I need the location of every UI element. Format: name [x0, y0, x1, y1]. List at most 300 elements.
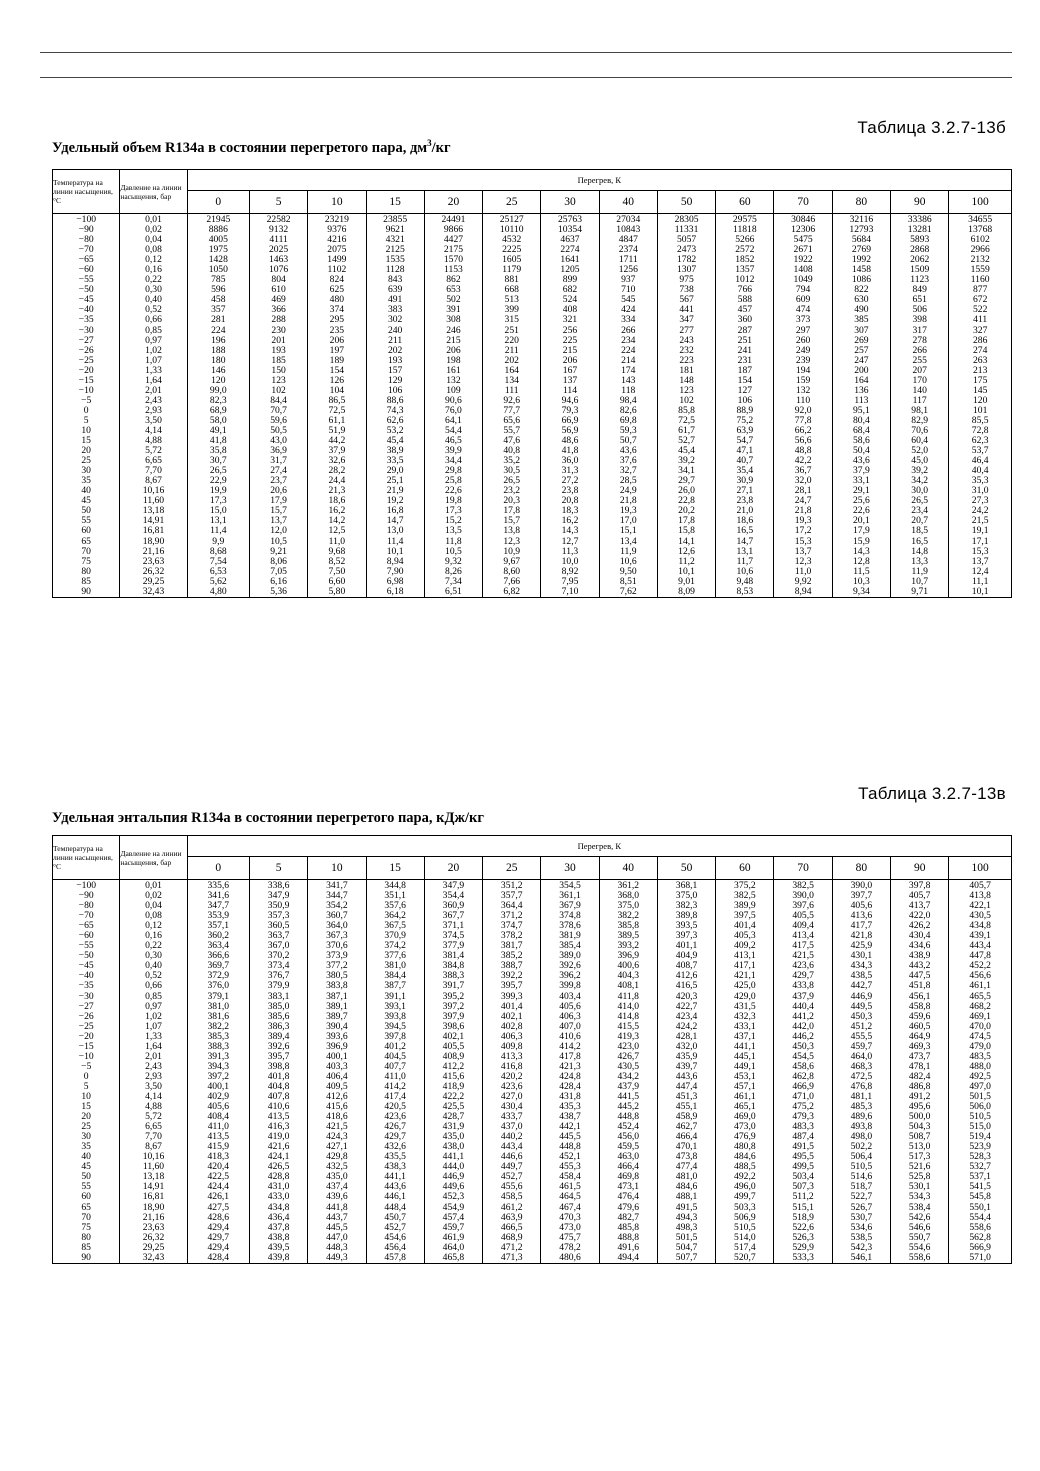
value-cell: 364,4 — [483, 901, 541, 911]
value-cell: 62,6 — [366, 416, 424, 426]
value-cell: 46,4 — [949, 456, 1012, 466]
saturation-temperature-cell: 20 — [53, 446, 120, 456]
value-cell: 1086 — [832, 275, 890, 285]
value-cell: 473,7 — [891, 1052, 949, 1062]
value-cell: 11,9 — [599, 547, 657, 557]
value-cell: 402,8 — [483, 1022, 541, 1032]
value-cell: 28,2 — [308, 466, 366, 476]
value-cell: 441,1 — [366, 1172, 424, 1182]
value-cell: 444,0 — [424, 1162, 482, 1172]
value-cell: 420,2 — [483, 1072, 541, 1082]
value-cell: 231 — [716, 356, 774, 366]
value-cell: 413,5 — [249, 1112, 307, 1122]
value-cell: 567 — [657, 295, 715, 305]
value-cell: 53,2 — [366, 426, 424, 436]
value-cell: 29,1 — [832, 486, 890, 496]
value-cell: 68,4 — [832, 426, 890, 436]
saturation-temperature-cell: 10 — [53, 1092, 120, 1102]
value-cell: 457,8 — [366, 1253, 424, 1264]
saturation-pressure-cell: 21,16 — [120, 547, 187, 557]
value-cell: 480 — [308, 295, 366, 305]
saturation-temperature-cell: −50 — [53, 285, 120, 295]
value-cell: 449,5 — [832, 1002, 890, 1012]
value-cell: 367,3 — [308, 931, 366, 941]
saturation-pressure-cell: 26,32 — [120, 567, 187, 577]
saturation-pressure-cell: 2,43 — [120, 396, 187, 406]
value-cell: 520,7 — [716, 1253, 774, 1264]
value-cell: 517,3 — [891, 1152, 949, 1162]
value-cell: 466,9 — [774, 1082, 832, 1092]
value-cell: 393,6 — [308, 1032, 366, 1042]
value-cell: 397,8 — [891, 880, 949, 892]
value-cell: 12793 — [832, 225, 890, 235]
value-cell: 12,3 — [483, 537, 541, 547]
value-cell: 11818 — [716, 225, 774, 235]
superheat-value-header: 90 — [891, 191, 949, 214]
value-cell: 466,4 — [599, 1162, 657, 1172]
saturation-temperature-cell: 40 — [53, 1152, 120, 1162]
value-cell: 30,9 — [716, 476, 774, 486]
value-cell: 7,62 — [599, 587, 657, 598]
value-cell: 127 — [716, 386, 774, 396]
value-cell: 398 — [891, 315, 949, 325]
value-cell: 106 — [716, 396, 774, 406]
value-cell: 534,6 — [832, 1223, 890, 1233]
value-cell: 395,7 — [249, 1052, 307, 1062]
value-cell: 43,6 — [599, 446, 657, 456]
value-cell: 609 — [774, 295, 832, 305]
value-cell: 374,8 — [541, 911, 599, 921]
saturation-temperature-cell: 15 — [53, 436, 120, 446]
value-cell: 1463 — [249, 255, 307, 265]
value-cell: 406,4 — [308, 1072, 366, 1082]
value-cell: 418,3 — [187, 1152, 249, 1162]
value-cell: 862 — [424, 275, 482, 285]
superheat-value-header: 40 — [599, 857, 657, 880]
value-cell: 443,4 — [949, 941, 1012, 951]
saturation-pressure-cell: 2,43 — [120, 1062, 187, 1072]
saturation-pressure-cell: 0,97 — [120, 1002, 187, 1012]
table-title-text: Удельный объем R134a в состоянии перегретого пара, дм — [52, 139, 428, 156]
value-cell: 364,2 — [366, 911, 424, 921]
value-cell: 28305 — [657, 214, 715, 226]
saturation-temperature-cell: −25 — [53, 1022, 120, 1032]
value-cell: 8,68 — [187, 547, 249, 557]
value-cell: 66,9 — [541, 416, 599, 426]
value-cell: 414,2 — [366, 1082, 424, 1092]
value-cell: 117 — [891, 396, 949, 406]
value-cell: 17,2 — [774, 526, 832, 536]
value-cell: 465,5 — [949, 992, 1012, 1002]
value-cell: 519,4 — [949, 1132, 1012, 1142]
superheat-value-header: 25 — [483, 857, 541, 880]
value-cell: 485,3 — [832, 1102, 890, 1112]
value-cell: 25,8 — [424, 476, 482, 486]
value-cell: 194 — [774, 366, 832, 376]
value-cell: 5684 — [832, 235, 890, 245]
value-cell: 350,9 — [249, 901, 307, 911]
value-cell: 77,8 — [774, 416, 832, 426]
value-cell: 288 — [249, 315, 307, 325]
value-cell: 11,2 — [657, 557, 715, 567]
value-cell: 1160 — [949, 275, 1012, 285]
value-cell: 27,3 — [949, 496, 1012, 506]
saturation-temperature-cell: −70 — [53, 911, 120, 921]
saturation-pressure-cell: 0,66 — [120, 981, 187, 991]
value-cell: 58,6 — [832, 436, 890, 446]
value-cell: 17,3 — [424, 506, 482, 516]
superheat-value-header: 20 — [424, 857, 482, 880]
value-cell: 7,05 — [249, 567, 307, 577]
value-cell: 21,0 — [716, 506, 774, 516]
value-cell: 23,4 — [891, 506, 949, 516]
value-cell: 493,8 — [832, 1122, 890, 1132]
value-cell: 11,0 — [774, 567, 832, 577]
value-cell: 20,1 — [832, 516, 890, 526]
value-cell: 443,6 — [366, 1182, 424, 1192]
saturation-pressure-cell: 4,14 — [120, 426, 187, 436]
value-cell: 1570 — [424, 255, 482, 265]
value-cell: 123 — [657, 386, 715, 396]
saturation-pressure-cell: 0,97 — [120, 336, 187, 346]
value-cell: 402,1 — [483, 1012, 541, 1022]
value-cell: 42,2 — [774, 456, 832, 466]
table-number: Таблица 3.2.7-13б — [857, 118, 1006, 137]
saturation-pressure-cell: 14,91 — [120, 516, 187, 526]
value-cell: 415,9 — [187, 1142, 249, 1152]
value-cell: 25,1 — [366, 476, 424, 486]
saturation-temperature-cell: 65 — [53, 537, 120, 547]
value-cell: 377,6 — [366, 951, 424, 961]
value-cell: 17,9 — [249, 496, 307, 506]
value-cell: 459,6 — [891, 1012, 949, 1022]
value-cell: 503,3 — [716, 1203, 774, 1213]
value-cell: 382,2 — [187, 1022, 249, 1032]
value-cell: 167 — [541, 366, 599, 376]
value-cell: 58,0 — [187, 416, 249, 426]
value-cell: 380,5 — [308, 971, 366, 981]
value-cell: 28,5 — [599, 476, 657, 486]
value-cell: 393,8 — [366, 1012, 424, 1022]
value-cell: 18,6 — [716, 516, 774, 526]
value-cell: 459,7 — [832, 1042, 890, 1052]
value-cell: 439,1 — [949, 931, 1012, 941]
saturation-pressure-cell: 2,93 — [120, 406, 187, 416]
value-cell: 234 — [599, 336, 657, 346]
value-cell: 392,6 — [249, 1042, 307, 1052]
value-cell: 10,6 — [716, 567, 774, 577]
value-cell: 14,8 — [891, 547, 949, 557]
value-cell: 452,2 — [949, 961, 1012, 971]
value-cell: 423,4 — [657, 1012, 715, 1022]
value-cell: 445,2 — [599, 1102, 657, 1112]
value-cell: 11,7 — [716, 557, 774, 567]
value-cell: 9,92 — [774, 577, 832, 587]
value-cell: 491,6 — [599, 1243, 657, 1253]
saturation-temperature-cell: 55 — [53, 516, 120, 526]
value-cell: 403,4 — [541, 992, 599, 1002]
value-cell: 496,0 — [716, 1182, 774, 1192]
value-cell: 22,6 — [424, 486, 482, 496]
value-cell: 411,8 — [599, 992, 657, 1002]
value-cell: 397,7 — [832, 891, 890, 901]
value-cell: 1128 — [366, 265, 424, 275]
value-cell: 6,51 — [424, 587, 482, 598]
saturation-temperature-cell: 75 — [53, 1223, 120, 1233]
value-cell: 37,9 — [308, 446, 366, 456]
value-cell: 445,1 — [716, 1052, 774, 1062]
saturation-temperature-cell: 60 — [53, 1192, 120, 1202]
value-cell: 6102 — [949, 235, 1012, 245]
value-cell: 36,0 — [541, 456, 599, 466]
value-cell: 430,5 — [949, 911, 1012, 921]
value-cell: 14,3 — [832, 547, 890, 557]
value-cell: 438,0 — [424, 1142, 482, 1152]
value-cell: 15,3 — [774, 537, 832, 547]
saturation-pressure-cell: 8,67 — [120, 1142, 187, 1152]
value-cell: 28,1 — [774, 486, 832, 496]
value-cell: 82,6 — [599, 406, 657, 416]
value-cell: 1357 — [716, 265, 774, 275]
value-cell: 10,7 — [891, 577, 949, 587]
value-cell: 266 — [599, 326, 657, 336]
value-cell: 388,3 — [187, 1042, 249, 1052]
value-cell: 7,50 — [308, 567, 366, 577]
saturation-temperature-cell: −35 — [53, 981, 120, 991]
value-cell: 397,2 — [424, 1002, 482, 1012]
value-cell: 409,2 — [716, 941, 774, 951]
saturation-pressure-cell: 29,25 — [120, 1243, 187, 1253]
value-cell: 464,5 — [541, 1192, 599, 1202]
value-cell: 20,2 — [657, 506, 715, 516]
value-cell: 403,3 — [308, 1062, 366, 1072]
superheat-value-header: 60 — [716, 857, 774, 880]
value-cell: 54,4 — [424, 426, 482, 436]
value-cell: 391,7 — [424, 981, 482, 991]
value-cell: 35,8 — [187, 446, 249, 456]
value-cell: 9,32 — [424, 557, 482, 567]
value-cell: 10,1 — [949, 587, 1012, 598]
value-cell: 396,9 — [308, 1042, 366, 1052]
value-cell: 513 — [483, 295, 541, 305]
value-cell: 385,6 — [249, 1012, 307, 1022]
value-cell: 101 — [949, 406, 1012, 416]
value-cell: 36,9 — [249, 446, 307, 456]
value-cell: 523,9 — [949, 1142, 1012, 1152]
value-cell: 413,5 — [187, 1132, 249, 1142]
value-cell: 393,5 — [657, 921, 715, 931]
value-cell: 438,3 — [366, 1162, 424, 1172]
saturation-pressure-cell: 5,72 — [120, 446, 187, 456]
value-cell: 15,2 — [424, 516, 482, 526]
value-cell: 21,8 — [774, 506, 832, 516]
value-cell: 34,4 — [424, 456, 482, 466]
value-cell: 344,7 — [308, 891, 366, 901]
value-cell: 447,5 — [891, 971, 949, 981]
value-cell: 458,9 — [657, 1112, 715, 1122]
value-cell: 18,6 — [308, 496, 366, 506]
value-cell: 2473 — [657, 245, 715, 255]
value-cell: 424 — [599, 305, 657, 315]
value-cell: 435,3 — [541, 1102, 599, 1112]
value-cell: 19,1 — [949, 526, 1012, 536]
value-cell: 34655 — [949, 214, 1012, 226]
value-cell: 514,0 — [716, 1233, 774, 1243]
value-cell: 12,0 — [249, 526, 307, 536]
value-cell: 412,2 — [424, 1062, 482, 1072]
value-cell: 390,0 — [832, 880, 890, 892]
value-cell: 35,2 — [483, 456, 541, 466]
value-cell: 23855 — [366, 214, 424, 226]
value-cell: 126 — [308, 376, 366, 386]
value-cell: 473,0 — [716, 1122, 774, 1132]
saturation-temperature-cell: −27 — [53, 1002, 120, 1012]
value-cell: 422,5 — [187, 1172, 249, 1182]
superheat-value-header: 25 — [483, 191, 541, 214]
value-cell: 429,0 — [716, 992, 774, 1002]
value-cell: 682 — [541, 285, 599, 295]
value-cell: 2125 — [366, 245, 424, 255]
value-cell: 48,6 — [541, 436, 599, 446]
value-cell: 429,4 — [187, 1223, 249, 1233]
value-cell: 458,8 — [891, 1002, 949, 1012]
value-cell: 354,5 — [541, 880, 599, 892]
value-cell: 193 — [249, 346, 307, 356]
value-cell: 475,7 — [541, 1233, 599, 1243]
value-cell: 102 — [249, 386, 307, 396]
value-cell: 47,6 — [483, 436, 541, 446]
value-cell: 514,6 — [832, 1172, 890, 1182]
value-cell: 423,6 — [366, 1112, 424, 1122]
value-cell: 370,9 — [366, 931, 424, 941]
value-cell: 1408 — [774, 265, 832, 275]
value-cell: 10,1 — [657, 567, 715, 577]
value-cell: 454,9 — [424, 1203, 482, 1213]
value-cell: 451,2 — [832, 1022, 890, 1032]
value-cell: 417,1 — [716, 961, 774, 971]
value-cell: 63,9 — [716, 426, 774, 436]
saturation-temperature-cell: 80 — [53, 1233, 120, 1243]
value-cell: 206 — [308, 336, 366, 346]
value-cell: 32,0 — [774, 476, 832, 486]
value-cell: 550,1 — [949, 1203, 1012, 1213]
saturation-pressure-cell: 0,02 — [120, 225, 187, 235]
value-cell: 443,6 — [657, 1072, 715, 1082]
value-cell: 24,2 — [949, 506, 1012, 516]
value-cell: 256 — [541, 326, 599, 336]
value-cell: 48,8 — [774, 446, 832, 456]
value-cell: 13,1 — [716, 547, 774, 557]
value-cell: 448,3 — [308, 1243, 366, 1253]
value-cell: 1012 — [716, 275, 774, 285]
value-cell: 417,7 — [832, 921, 890, 931]
value-cell: 456,6 — [949, 971, 1012, 981]
value-cell: 98,4 — [599, 396, 657, 406]
value-cell: 247 — [832, 356, 890, 366]
value-cell: 9132 — [249, 225, 307, 235]
value-cell: 61,1 — [308, 416, 366, 426]
value-cell: 451,8 — [891, 981, 949, 991]
value-cell: 424,2 — [657, 1022, 715, 1032]
value-cell: 710 — [599, 285, 657, 295]
value-cell: 59,6 — [249, 416, 307, 426]
saturation-pressure-cell: 3,50 — [120, 416, 187, 426]
value-cell: 508,7 — [891, 1132, 949, 1142]
saturation-pressure-cell: 11,60 — [120, 1162, 187, 1172]
value-cell: 427,1 — [308, 1142, 366, 1152]
value-cell: 488,8 — [599, 1233, 657, 1243]
value-cell: 215 — [424, 336, 482, 346]
saturation-temperature-cell: 30 — [53, 466, 120, 476]
value-cell: 467,4 — [541, 1203, 599, 1213]
value-cell: 14,2 — [308, 516, 366, 526]
value-cell: 92,6 — [483, 396, 541, 406]
value-cell: 546,1 — [832, 1253, 890, 1264]
value-cell: 387,1 — [308, 992, 366, 1002]
value-cell: 9,50 — [599, 567, 657, 577]
saturation-temperature-cell: 50 — [53, 1172, 120, 1182]
value-cell: 9866 — [424, 225, 482, 235]
value-cell: 488,1 — [657, 1192, 715, 1202]
value-cell: 45,0 — [891, 456, 949, 466]
value-cell: 367,5 — [366, 921, 424, 931]
value-cell: 410,6 — [249, 1102, 307, 1112]
value-cell: 466,4 — [657, 1132, 715, 1142]
value-cell: 421,5 — [308, 1122, 366, 1132]
value-cell: 432,5 — [308, 1162, 366, 1172]
value-cell: 446,1 — [366, 1192, 424, 1202]
saturation-pressure-cell: 0,22 — [120, 275, 187, 285]
value-cell: 448,8 — [541, 1142, 599, 1152]
value-cell: 55,7 — [483, 426, 541, 436]
value-cell: 377,9 — [424, 941, 482, 951]
value-cell: 507,3 — [774, 1182, 832, 1192]
value-cell: 513,0 — [891, 1142, 949, 1152]
value-cell: 17,3 — [187, 496, 249, 506]
value-cell: 1605 — [483, 255, 541, 265]
value-cell: 491,5 — [657, 1203, 715, 1213]
saturation-temperature-cell: −80 — [53, 235, 120, 245]
value-cell: 357,6 — [366, 901, 424, 911]
value-cell: 9,48 — [716, 577, 774, 587]
value-cell: 1922 — [774, 255, 832, 265]
value-cell: 295 — [308, 315, 366, 325]
value-cell: 374 — [308, 305, 366, 315]
value-cell: 389,5 — [599, 931, 657, 941]
value-cell: 99,0 — [187, 386, 249, 396]
value-cell: 459,5 — [599, 1142, 657, 1152]
value-cell: 1852 — [716, 255, 774, 265]
value-cell: 9376 — [308, 225, 366, 235]
value-cell: 510,5 — [949, 1112, 1012, 1122]
value-cell: 550,7 — [891, 1233, 949, 1243]
value-cell: 2025 — [249, 245, 307, 255]
value-cell: 438,9 — [891, 951, 949, 961]
value-cell: 468,9 — [483, 1233, 541, 1243]
value-cell: 269 — [832, 336, 890, 346]
value-cell: 469,3 — [891, 1042, 949, 1052]
value-cell: 411,0 — [366, 1072, 424, 1082]
saturation-pressure-cell: 16,81 — [120, 1192, 187, 1202]
value-cell: 5475 — [774, 235, 832, 245]
value-cell: 347,9 — [424, 880, 482, 892]
value-cell: 434,6 — [891, 941, 949, 951]
value-cell: 436,4 — [249, 1213, 307, 1223]
saturation-temperature-cell: 75 — [53, 557, 120, 567]
value-cell: 29,7 — [657, 476, 715, 486]
value-cell: 4216 — [308, 235, 366, 245]
value-cell: 36,7 — [774, 466, 832, 476]
